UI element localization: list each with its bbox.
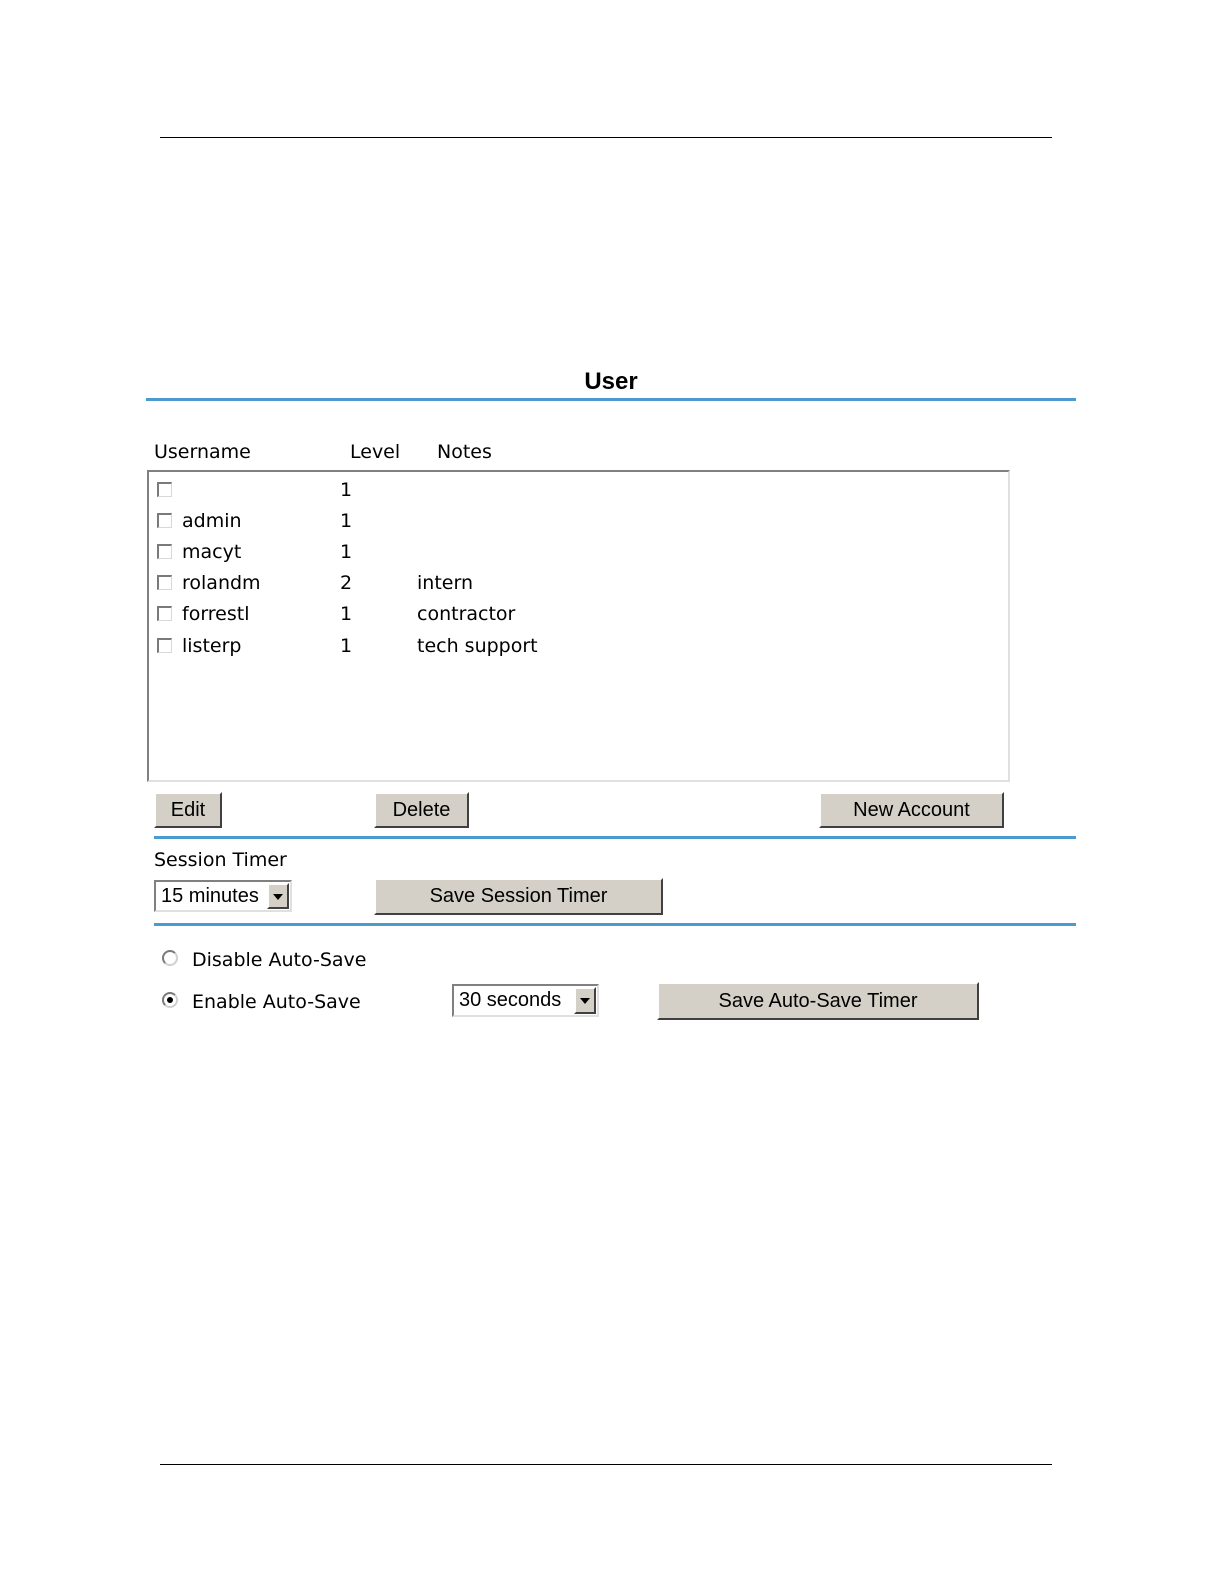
radio-selected-dot bbox=[167, 997, 173, 1003]
user-row-checkbox[interactable] bbox=[157, 638, 172, 653]
section-divider bbox=[154, 836, 1076, 839]
column-header-level: Level bbox=[350, 441, 401, 463]
session-timer-select[interactable] bbox=[154, 880, 292, 912]
page-footer-rule bbox=[160, 1464, 1052, 1465]
auto-save-interval-value: 30 seconds bbox=[459, 989, 562, 1011]
disable-auto-save-radio[interactable] bbox=[162, 950, 178, 966]
user-row[interactable] bbox=[149, 506, 1008, 536]
user-row-notes: tech support bbox=[417, 635, 538, 657]
user-row-checkbox[interactable] bbox=[157, 575, 172, 590]
title-divider bbox=[146, 398, 1076, 401]
user-row-checkbox[interactable] bbox=[157, 544, 172, 559]
user-row[interactable] bbox=[149, 568, 1008, 598]
user-row-checkbox[interactable] bbox=[157, 513, 172, 528]
section-divider bbox=[154, 923, 1076, 926]
user-row-level: 1 bbox=[340, 541, 353, 563]
session-timer-value: 15 minutes bbox=[161, 885, 259, 907]
user-row-username: rolandm bbox=[182, 572, 261, 594]
new-account-button[interactable]: New Account bbox=[819, 792, 1004, 828]
chevron-down-icon[interactable] bbox=[574, 987, 596, 1014]
user-row-notes: intern bbox=[417, 572, 473, 594]
user-row[interactable] bbox=[149, 475, 1008, 505]
user-row[interactable] bbox=[149, 599, 1008, 629]
user-row-username: listerp bbox=[182, 635, 242, 657]
user-row[interactable] bbox=[149, 631, 1008, 661]
column-header-username: Username bbox=[154, 441, 251, 463]
chevron-down-icon[interactable] bbox=[267, 883, 289, 909]
user-row-notes: contractor bbox=[417, 603, 516, 625]
user-row-checkbox[interactable] bbox=[157, 482, 172, 497]
user-list[interactable] bbox=[147, 470, 1010, 782]
save-session-timer-button[interactable]: Save Session Timer bbox=[374, 878, 663, 915]
user-row-username: admin bbox=[182, 510, 242, 532]
delete-button[interactable]: Delete bbox=[374, 792, 469, 828]
enable-auto-save-radio[interactable] bbox=[162, 992, 178, 1008]
disable-auto-save-label: Disable Auto-Save bbox=[192, 949, 367, 971]
enable-auto-save-label: Enable Auto-Save bbox=[192, 991, 361, 1013]
edit-button[interactable]: Edit bbox=[154, 792, 222, 828]
user-row-level: 1 bbox=[340, 510, 353, 532]
auto-save-interval-select[interactable] bbox=[452, 984, 599, 1017]
user-row-checkbox[interactable] bbox=[157, 606, 172, 621]
user-row-level: 2 bbox=[340, 572, 353, 594]
user-row[interactable] bbox=[149, 537, 1008, 567]
column-header-notes: Notes bbox=[437, 441, 492, 463]
user-row-level: 1 bbox=[340, 635, 353, 657]
user-row-level: 1 bbox=[340, 479, 353, 501]
save-auto-save-timer-button[interactable]: Save Auto-Save Timer bbox=[657, 982, 979, 1020]
session-timer-label: Session Timer bbox=[154, 849, 287, 871]
page-title: User bbox=[584, 368, 638, 395]
user-row-username: macyt bbox=[182, 541, 242, 563]
user-row-username: forrestl bbox=[182, 603, 250, 625]
page-header-rule bbox=[160, 137, 1052, 138]
user-row-level: 1 bbox=[340, 603, 353, 625]
